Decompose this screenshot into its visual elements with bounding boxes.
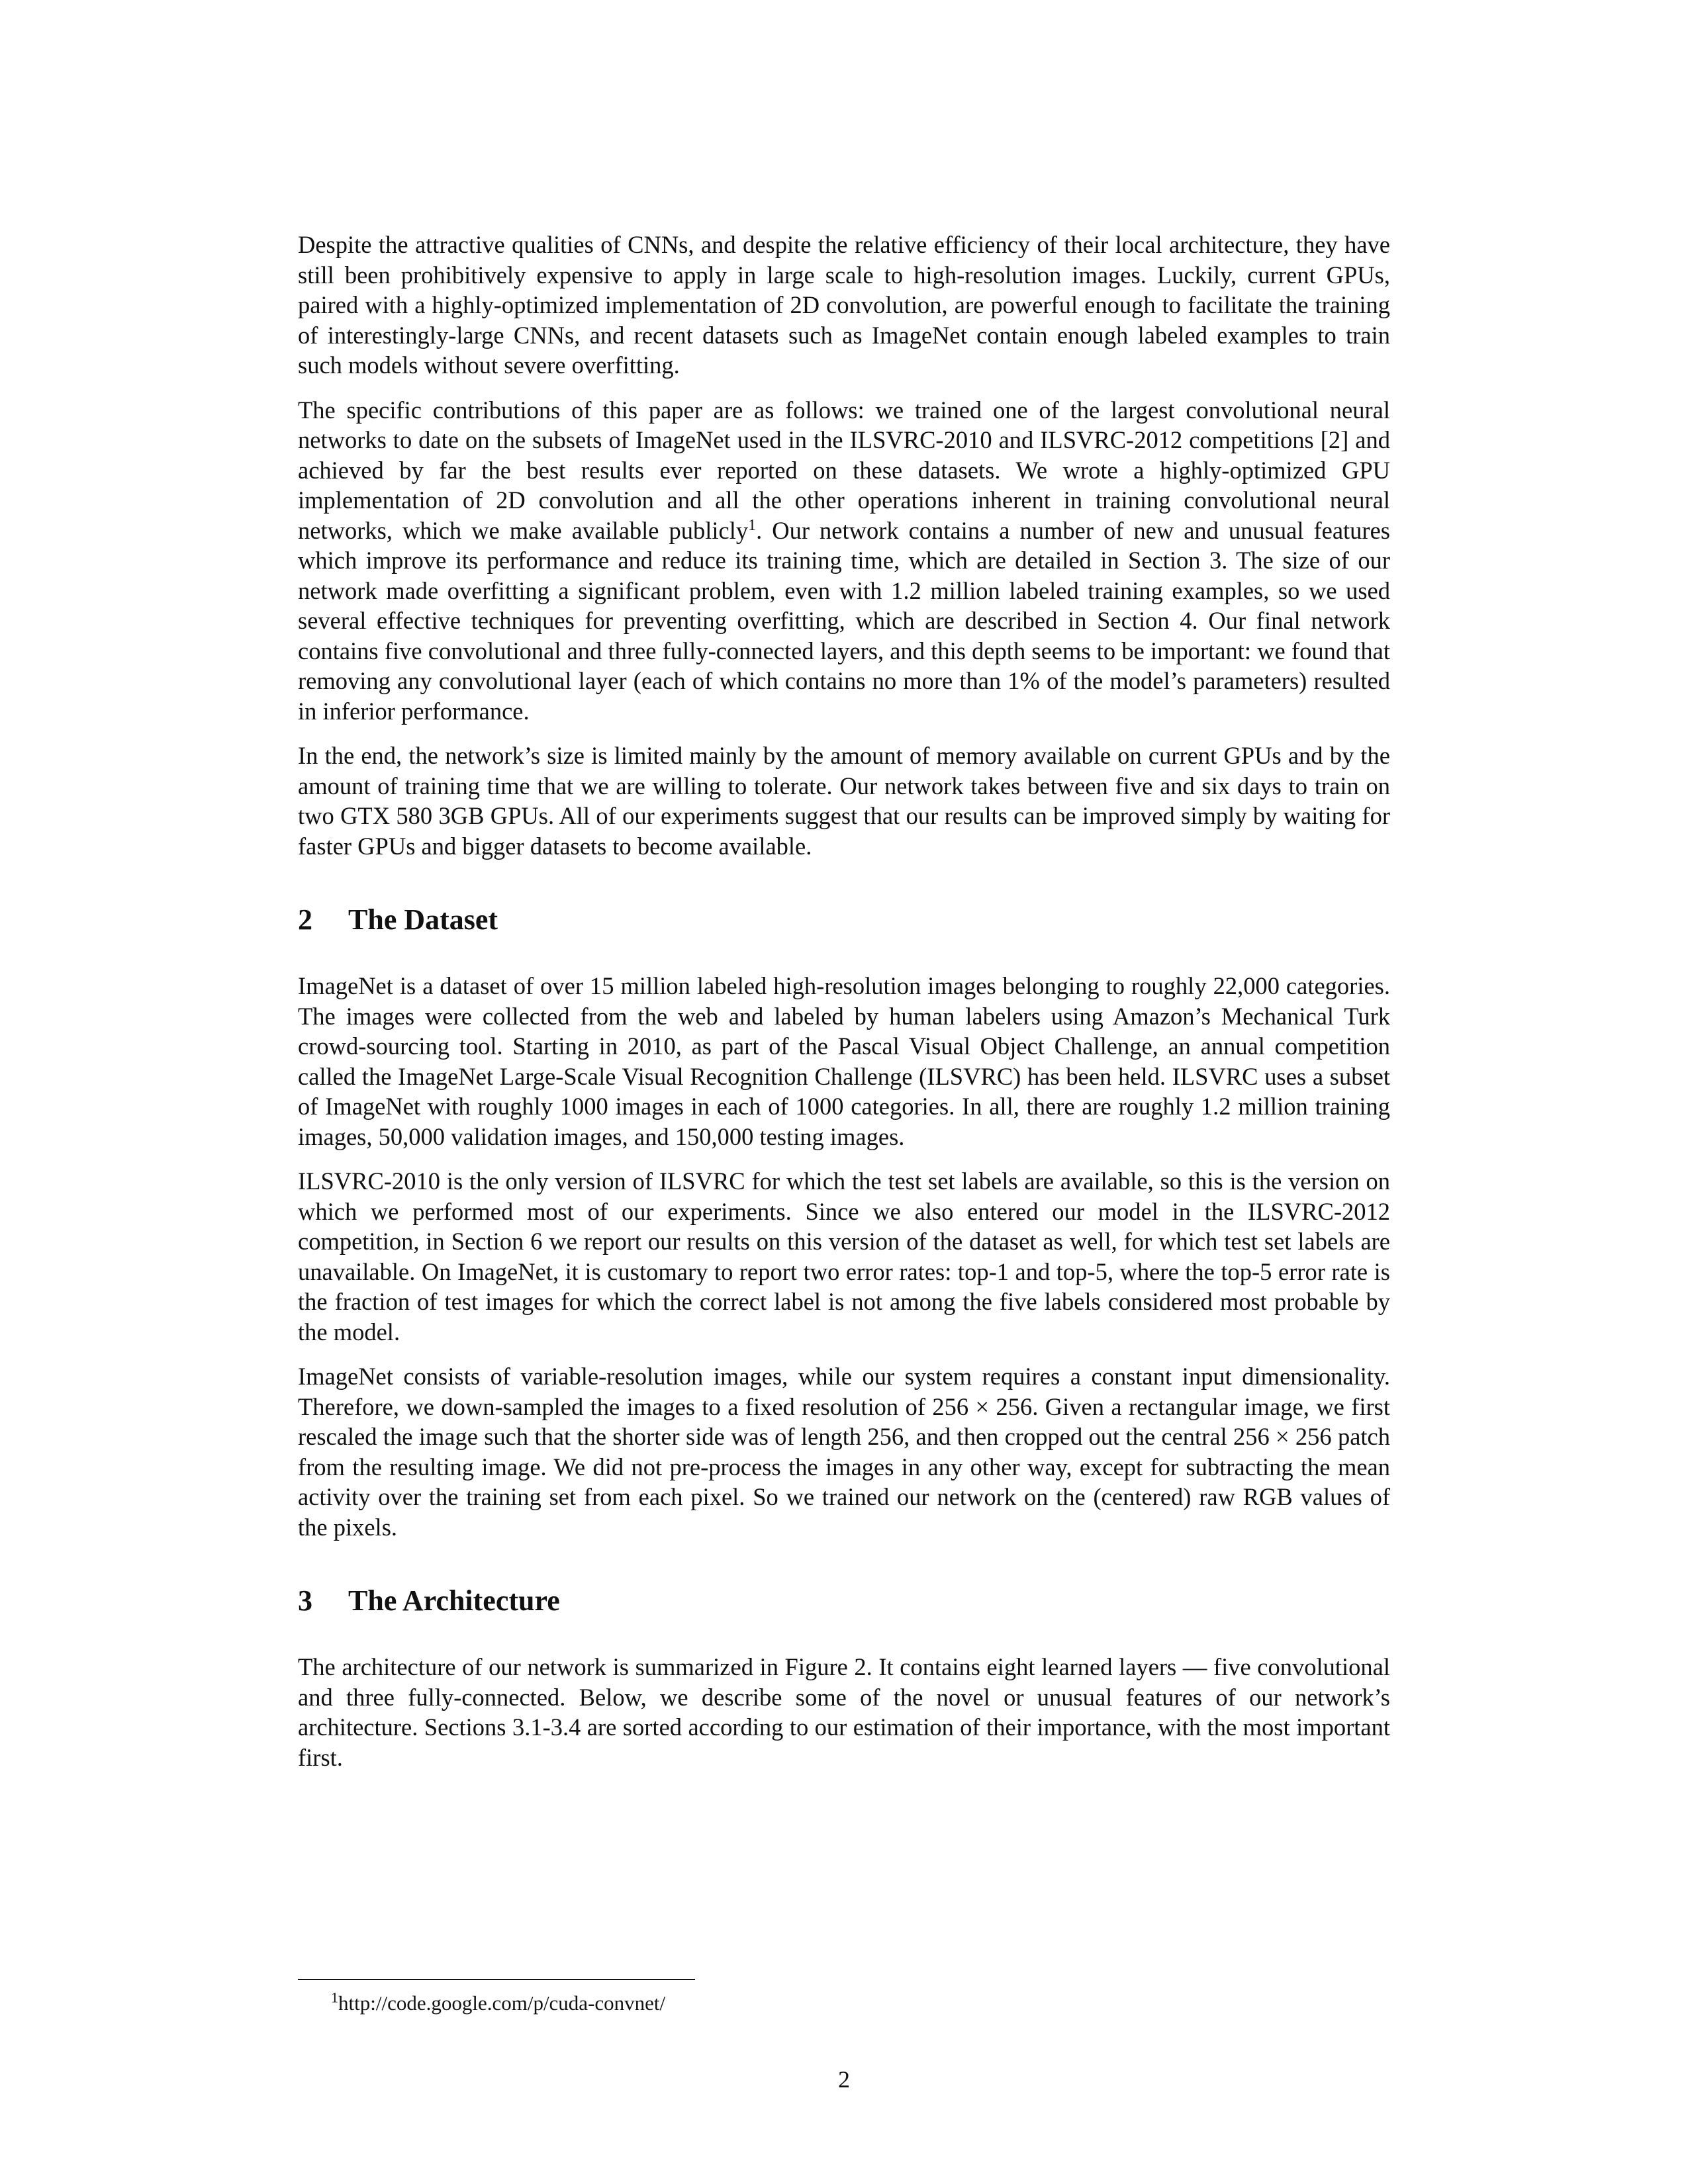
footnote bbox=[331, 1991, 665, 2016]
section-number: 2 bbox=[298, 903, 312, 936]
intro-paragraph-2 bbox=[298, 395, 1390, 727]
dataset-paragraph-3: ImageNet consists of variable-resolution images, while our system requires a constant input dimensionality. Therefore, we down-sampled the images to a fixed resolution of 256 × 256. Given a rectangular image, we first rescaled the image such that the shorter side was of length 256, and then cropped out the central 256 × 256 patch from the resulting image. We did not pre-process the images in any other way, except for subtracting the mean activity over the training set from each pixel. So we trained our network on the (centered) raw RGB values of the pixels. bbox=[298, 1363, 1390, 1541]
section-heading-architecture bbox=[298, 1583, 1390, 1619]
section-number: 3 bbox=[298, 1584, 312, 1617]
intro-paragraph-3: In the end, the network’s size is limited mainly by the amount of memory available on current GPUs and by the amount of training time that we are willing to tolerate. Our network takes between five and six days to train on two GTX 580 3GB GPUs. All of our experiments suggest that our results can be improved simply by waiting for faster GPUs and bigger datasets to become available. bbox=[298, 742, 1390, 860]
section-title: The Architecture bbox=[348, 1584, 560, 1617]
footnote-reference-mark[interactable]: 1 bbox=[748, 516, 757, 534]
intro-paragraph-2-text: The specific contributions of this paper are as follows: we trained one of the largest convolutional neural networks to date on the subsets of ImageNet used in the ILSVRC-2010 and ILSVRC-2012 competitions [2] and achieved by far the best results ever reported on these datasets. We wrote a highly-optimized GPU implementation of 2D convolution and all the other operations inherent in training convolutional neural networks, which we make available publicly bbox=[298, 396, 1390, 544]
dataset-paragraph-1: ImageNet is a dataset of over 15 million labeled high-resolution images belonging to roughly 22,000 categories. The images were collected from the web and labeled by human labelers using Amazon’s Mechanical Turk crowd-sourcing tool. Starting in 2010, as part of the Pascal Visual Object Challenge, an annual competition called the ImageNet Large-Scale Visual Recognition Challenge (ILSVRC) has been held. ILSVRC uses a subset of ImageNet with roughly 1000 images in each of 1000 categories. In all, there are roughly 1.2 million training images, 50,000 validation images, and 150,000 testing images. bbox=[298, 972, 1390, 1150]
footnote-mark: 1 bbox=[331, 1989, 338, 2006]
page-number: 2 bbox=[838, 2066, 850, 2093]
section-title: The Dataset bbox=[348, 903, 498, 936]
dataset-paragraph-2: ILSVRC-2010 is the only version of ILSVRC for which the test set labels are available, so this is the version on which we performed most of our experiments. Since we also entered our model in the ILSVRC-2012 competition, in Section 6 we report our results on this version of the dataset as well, for which test set labels are unavailable. On ImageNet, it is customary to report two error rates: top-1 and top-5, where the top-5 error rate is the fraction of test images for which the correct label is not among the five labels considered most probable by the model. bbox=[298, 1167, 1390, 1345]
architecture-paragraph-1: The architecture of our network is summarized in Figure 2. It contains eight learned layers — five convolutional and three fully-connected. Below, we describe some of the novel or unusual features of our network’s architecture. Sections 3.1-3.4 are sorted according to our estimation of their importance, with the most important first. bbox=[298, 1653, 1390, 1771]
footnote-link[interactable]: http://code.google.com/p/cuda-convnet/ bbox=[338, 1991, 666, 2015]
intro-paragraph-2-text-cont: . Our network contains a number of new and unusual features which improve its performance and reduce its training time, which are detailed in Section 3. The size of our network made overfitting a significant problem, even with 1.2 million labeled training examples, so we used several effective techniques for preventing overfitting, which are described in Section 4. Our final network contains five convolutional and three fully-connected layers, and this depth seems to be important: we found that removing any convolutional layer (each of which contains no more than 1% of the model’s parameters) resulted in inferior performance. bbox=[298, 516, 1390, 725]
main-text-column bbox=[298, 230, 1390, 1787]
intro-paragraph-1: Despite the attractive qualities of CNNs, and despite the relative efficiency of their local architecture, they have still been prohibitively expensive to apply in large scale to high-resolution images. Luckily, current GPUs, paired with a highly-optimized implementation of 2D convolution, are powerful enough to facilitate the training of interestingly-large CNNs, and recent datasets such as ImageNet contain enough labeled examples to train such models without severe overfitting. bbox=[298, 231, 1390, 379]
footnote-divider bbox=[298, 1979, 695, 1980]
section-heading-dataset bbox=[298, 902, 1390, 938]
